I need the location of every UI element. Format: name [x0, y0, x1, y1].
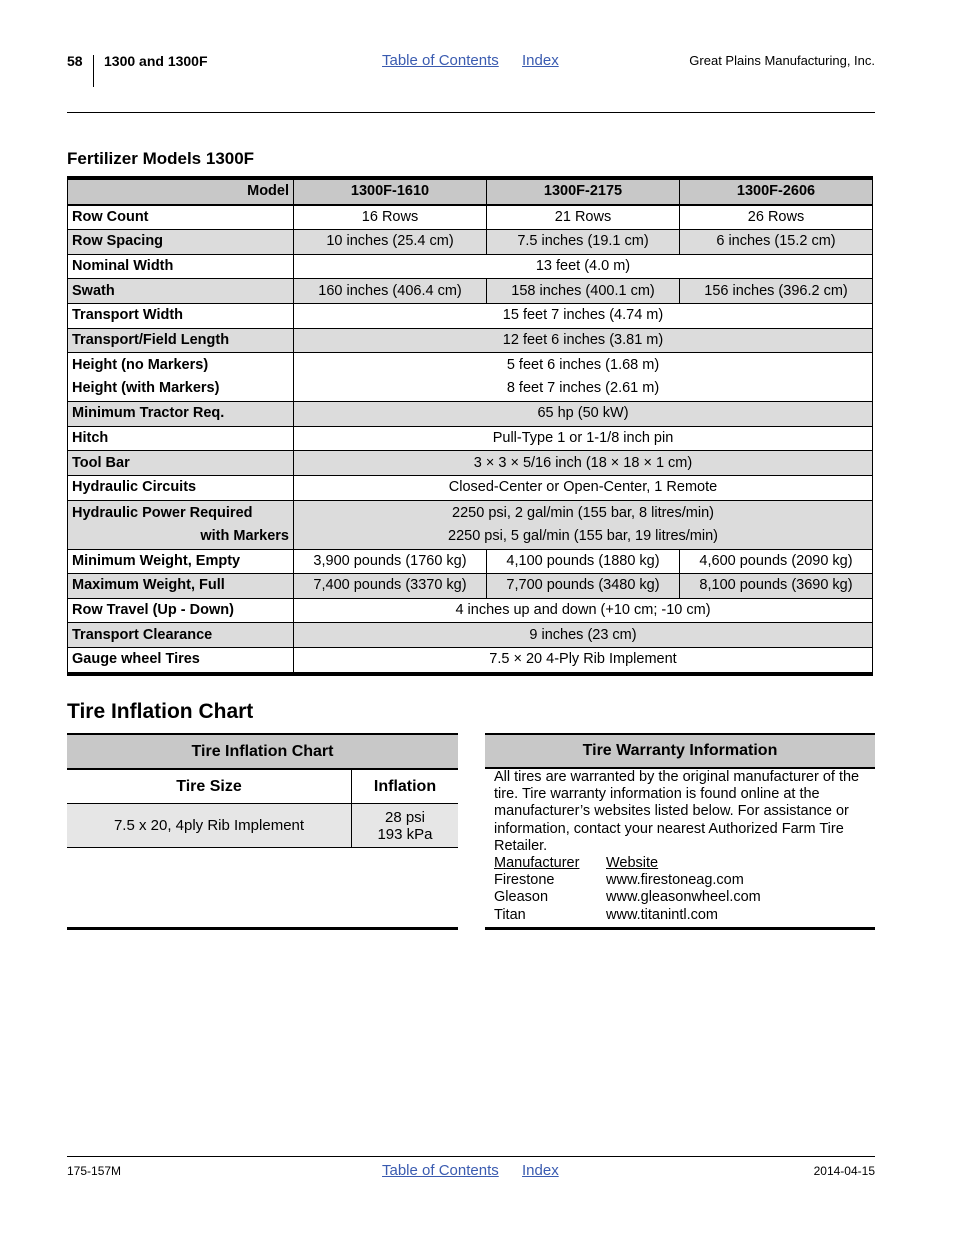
index-link[interactable]: Index [522, 52, 559, 69]
warranty-header-row [494, 855, 872, 872]
row-label: Hydraulic Circuits [68, 475, 294, 500]
row-label [68, 500, 294, 549]
cell: 9 inches (23 cm) [294, 623, 873, 648]
manufacturer-name: Titan [494, 906, 526, 923]
table-row [68, 230, 873, 255]
cell: 4,100 pounds (1880 kg) [487, 549, 680, 574]
table-row [68, 303, 873, 328]
header-rule [67, 112, 875, 113]
cell: 10 inches (25.4 cm) [294, 230, 487, 255]
manufacturer-name: Gleason [494, 889, 549, 906]
cell: 15 feet 7 inches (4.74 m) [294, 303, 873, 328]
hydraulic-power-label: Hydraulic Power Required [72, 504, 253, 521]
cell: 7,700 pounds (3480 kg) [487, 574, 680, 599]
warranty-caption: Tire Warranty Information [485, 733, 875, 769]
cell: 7.5 × 20 4-Ply Rib Implement [294, 647, 873, 673]
spec-table [67, 176, 873, 676]
inflation-kpa: 193 kPa [377, 825, 433, 843]
list-item [494, 889, 872, 906]
website-header: Website [606, 855, 659, 872]
row-label: Row Spacing [68, 230, 294, 255]
cell: 160 inches (406.4 cm) [294, 279, 487, 304]
cell: 13 feet (4.0 m) [294, 254, 873, 279]
row-label: Nominal Width [68, 254, 294, 279]
table-of-contents-link[interactable]: Table of Contents [382, 52, 499, 69]
cell: 3 × 3 × 5/16 inch (18 × 18 × 1 cm) [294, 451, 873, 476]
cell [294, 353, 873, 402]
table-row [68, 647, 873, 673]
row-label: Hitch [68, 426, 294, 451]
table-row [68, 254, 873, 279]
row-label: Transport Width [68, 303, 294, 328]
footer-table-of-contents-link[interactable]: Table of Contents [382, 1162, 499, 1179]
table-row [67, 804, 458, 848]
manufacturer-website: www.firestoneag.com [606, 872, 744, 889]
row-label: Maximum Weight, Full [68, 574, 294, 599]
row-label: Tool Bar [68, 451, 294, 476]
warranty-bottom-rule [485, 927, 875, 930]
height-no-markers-value: 5 feet 6 inches (1.68 m) [506, 357, 660, 374]
row-label: Gauge wheel Tires [68, 647, 294, 673]
warranty-text: All tires are warranted by the original manufacturer of the tire. Tire warranty information is found online at the manufacturer’s websites listed below. For assistance or information, contact your nearest Authorized Farm Tire Retailer. [494, 769, 860, 854]
table-row [68, 328, 873, 353]
row-label: Row Travel (Up - Down) [68, 598, 294, 623]
cell: 16 Rows [294, 205, 487, 230]
cell [294, 500, 873, 549]
table-row [68, 353, 873, 402]
cell: 65 hp (50 kW) [294, 402, 873, 427]
cell: Closed-Center or Open-Center, 1 Remote [294, 475, 873, 500]
header-divider [93, 55, 94, 87]
company-name: Great Plains Manufacturing, Inc. [689, 53, 875, 68]
page-number: 58 [67, 53, 83, 69]
row-label: Minimum Tractor Req. [68, 402, 294, 427]
header-model-2606: 1300F-2606 [680, 178, 873, 205]
cell: 158 inches (400.1 cm) [487, 279, 680, 304]
inflation-cell [352, 804, 459, 848]
table-row [68, 279, 873, 304]
table-row [68, 402, 873, 427]
cell: 156 inches (396.2 cm) [680, 279, 873, 304]
cell: Pull-Type 1 or 1-1/8 inch pin [294, 426, 873, 451]
table-row [68, 426, 873, 451]
cell: 7.5 inches (19.1 cm) [487, 230, 680, 255]
cell: 12 feet 6 inches (3.81 m) [294, 328, 873, 353]
section-title: Fertilizer Models 1300F [67, 149, 255, 168]
table-row [68, 574, 873, 599]
table-row [68, 475, 873, 500]
cell: 26 Rows [680, 205, 873, 230]
row-label: Transport/Field Length [68, 328, 294, 353]
with-markers-label: with Markers [200, 527, 289, 544]
footer-rule [67, 1156, 875, 1157]
table-row [68, 451, 873, 476]
row-label: Row Count [68, 205, 294, 230]
publication-date: 2014-04-15 [813, 1164, 875, 1178]
table-row [68, 598, 873, 623]
warranty-body [494, 769, 872, 924]
footer-index-link[interactable]: Index [522, 1162, 559, 1179]
cell: 6 inches (15.2 cm) [680, 230, 873, 255]
cell: 4,600 pounds (2090 kg) [680, 549, 873, 574]
cell: 21 Rows [487, 205, 680, 230]
table-row [68, 205, 873, 230]
spec-header-row [68, 178, 873, 205]
manufacturer-website: www.titanintl.com [606, 906, 719, 923]
cell: 7,400 pounds (3370 kg) [294, 574, 487, 599]
header-model-2175: 1300F-2175 [487, 178, 680, 205]
manufacturer-header: Manufacturer [494, 855, 580, 872]
hydraulic-power-value: 2250 psi, 2 gal/min (155 bar, 8 litres/min) [452, 504, 714, 521]
row-label: Minimum Weight, Empty [68, 549, 294, 574]
list-item [494, 907, 872, 924]
cell: 8,100 pounds (3690 kg) [680, 574, 873, 599]
cell: 4 inches up and down (+10 cm; -10 cm) [294, 598, 873, 623]
height-no-markers-label: Height (no Markers) [72, 357, 209, 374]
manufacturer-name: Firestone [494, 872, 555, 889]
tire-table-caption: Tire Inflation Chart [67, 734, 458, 769]
tire-inflation-heading: Tire Inflation Chart [67, 700, 254, 723]
tire-table-bottom-rule [67, 927, 458, 930]
document-code: 175-157M [67, 1164, 122, 1178]
inflation-header: Inflation [352, 769, 459, 804]
row-label [68, 353, 294, 402]
manufacturer-website: www.gleasonwheel.com [606, 889, 761, 906]
table-row [68, 500, 873, 549]
tire-inflation-table [67, 733, 458, 848]
table-row [68, 549, 873, 574]
tire-size-header: Tire Size [67, 769, 352, 804]
tire-size-cell: 7.5 x 20, 4ply Rib Implement [67, 804, 352, 848]
height-with-markers-value: 8 feet 7 inches (2.61 m) [506, 380, 660, 397]
document-title: 1300 and 1300F [104, 53, 208, 69]
header-model: Model [68, 178, 294, 205]
row-label: Transport Clearance [68, 623, 294, 648]
hydraulic-power-markers-value: 2250 psi, 5 gal/min (155 bar, 19 litres/min) [448, 527, 718, 544]
row-label: Swath [68, 279, 294, 304]
table-row [68, 623, 873, 648]
cell: 3,900 pounds (1760 kg) [294, 549, 487, 574]
list-item [494, 872, 872, 889]
inflation-psi: 28 psi [384, 808, 426, 826]
header-model-1610: 1300F-1610 [294, 178, 487, 205]
height-with-markers-label: Height (with Markers) [72, 380, 220, 397]
